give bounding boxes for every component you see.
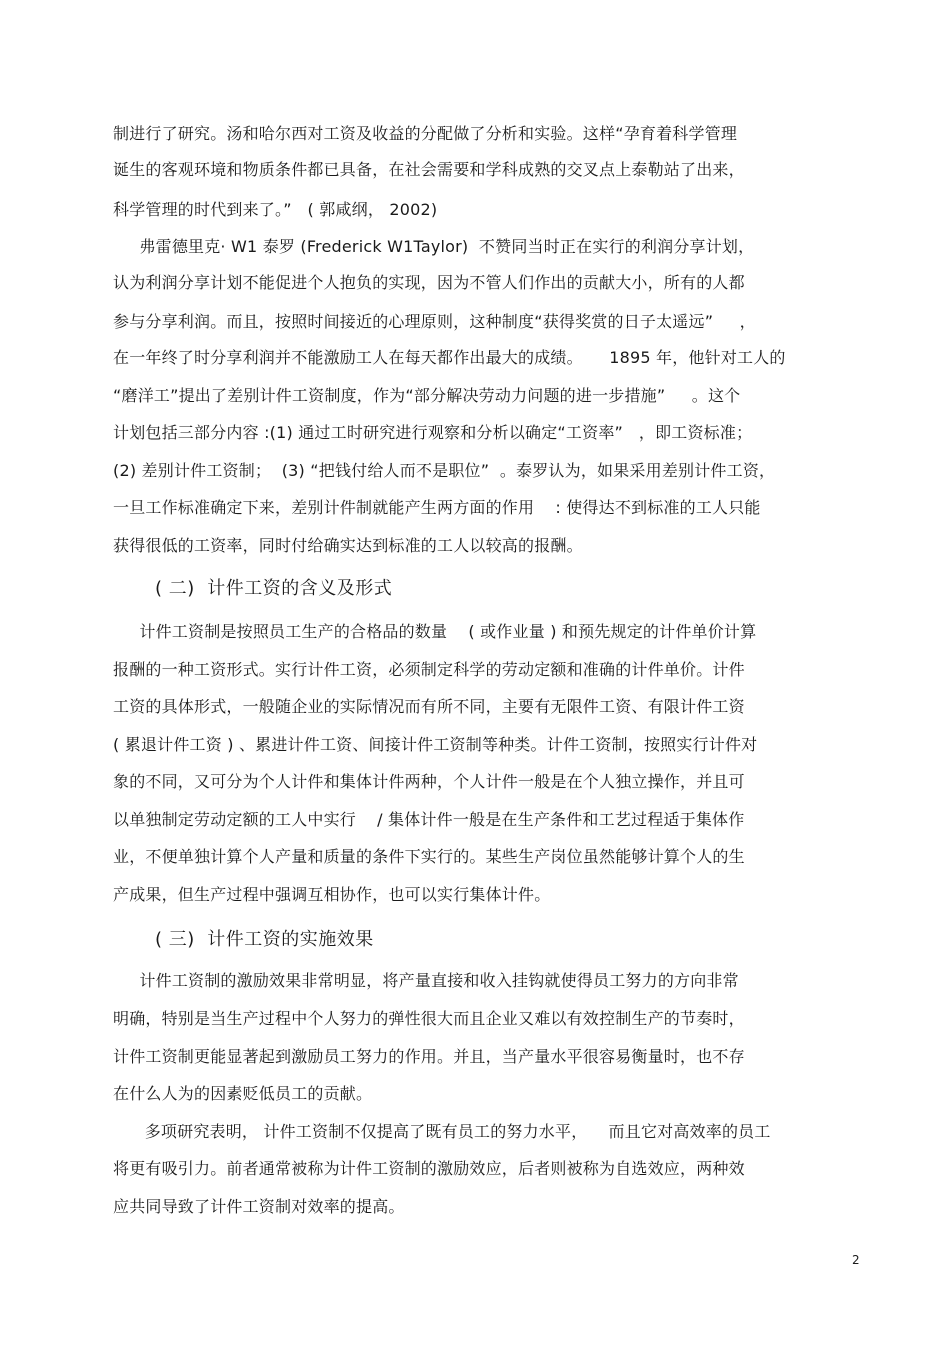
text-line: 报酬的一种工资形式。实行计件工资，必须制定科学的劳动定额和准确的计件单价。计件 xyxy=(113,660,745,679)
text-line: 多项研究表明， 计件工资制不仅提高了既有员工的努力水平， 而且它对高效率的员工 xyxy=(113,1122,771,1141)
text-line: 科学管理的时代到来了。” ( 郭咸纲， 2002) xyxy=(113,200,438,219)
text-line: 参与分享利润。而且，按照时间接近的心理原则，这种制度“获得奖赏的日子太遥远” ， xyxy=(113,312,756,331)
text-line: 诞生的客观环境和物质条件都已具备，在社会需要和学科成熟的交叉点上泰勒站了出来， xyxy=(113,160,745,179)
section-heading: ( 三) 计件工资的实施效果 xyxy=(155,929,374,950)
text-line: 将更有吸引力。前者通常被称为计件工资制的激励效应，后者则被称为自选效应，两种效 xyxy=(113,1159,745,1178)
text-line: ( 累退计件工资 ) 、累进计件工资、间接计件工资制等种类。计件工资制，按照实行计件对 xyxy=(113,735,758,754)
text-line: 计划包括三部分内容 :(1) 通过工时研究进行观察和分析以确定“工资率” ，即工资标准； xyxy=(113,423,753,442)
text-line: 应共同导致了计件工资制对效率的提高。 xyxy=(113,1197,405,1216)
page-number: 2 xyxy=(852,1253,860,1267)
text-line: 计件工资制的激励效果非常明显，将产量直接和收入挂钩就使得员工努力的方向非常 xyxy=(113,971,739,990)
text-line: 制进行了研究。汤和哈尔西对工资及收益的分配做了分析和实验。这样“孕育着科学管理 xyxy=(113,124,738,143)
text-line: 在一年终了时分享利润并不能激励工人在每天都作出最大的成绩。 1895 年，他针对工人的 xyxy=(113,348,786,367)
text-line: 弗雷德里克· W1 泰罗 (Frederick W1Taylor) 不赞同当时正在实行的利润分享计划， xyxy=(113,237,755,256)
text-line: 象的不同，又可分为个人计件和集体计件两种，个人计件一般是在个人独立操作，并且可 xyxy=(113,772,745,791)
text-line: 一旦工作标准确定下来，差别计件制就能产生两方面的作用 : 使得达不到标准的工人只能 xyxy=(113,498,761,517)
text-line: (2) 差别计件工资制； (3) “把钱付给人而不是职位” 。泰罗认为，如果采用差别计件工资， xyxy=(113,461,776,480)
text-line: 明确，特别是当生产过程中个人努力的弹性很大而且企业又难以有效控制生产的节奏时， xyxy=(113,1009,745,1028)
text-line: 工资的具体形式，一般随企业的实际情况而有所不同，主要有无限件工资、有限计件工资 xyxy=(113,697,745,716)
text-line: 在什么人为的因素贬低员工的贡献。 xyxy=(113,1084,373,1103)
text-line: 以单独制定劳动定额的工人中实行 / 集体计件一般是在生产条件和工艺过程适于集体作 xyxy=(113,810,745,829)
text-line: 计件工资制是按照员工生产的合格品的数量 ( 或作业量 ) 和预先规定的计件单价计算 xyxy=(113,622,757,641)
section-heading: ( 二) 计件工资的含义及形式 xyxy=(155,578,393,599)
text-line: 计件工资制更能显著起到激励员工努力的作用。并且，当产量水平很容易衡量时，也不存 xyxy=(113,1047,745,1066)
text-line: “磨洋工”提出了差别计件工资制度，作为“部分解决劳动力问题的进一步措施” 。这个 xyxy=(113,386,741,405)
text-line: 产成果，但生产过程中强调互相协作，也可以实行集体计件。 xyxy=(113,885,551,904)
text-line: 获得很低的工资率，同时付给确实达到标准的工人以较高的报酬。 xyxy=(113,536,583,555)
text-line: 认为利润分享计划不能促进个人抱负的实现，因为不管人们作出的贡献大小，所有的人都 xyxy=(113,273,745,292)
text-line: 业，不便单独计算个人产量和质量的条件下实行的。某些生产岗位虽然能够计算个人的生 xyxy=(113,847,745,866)
